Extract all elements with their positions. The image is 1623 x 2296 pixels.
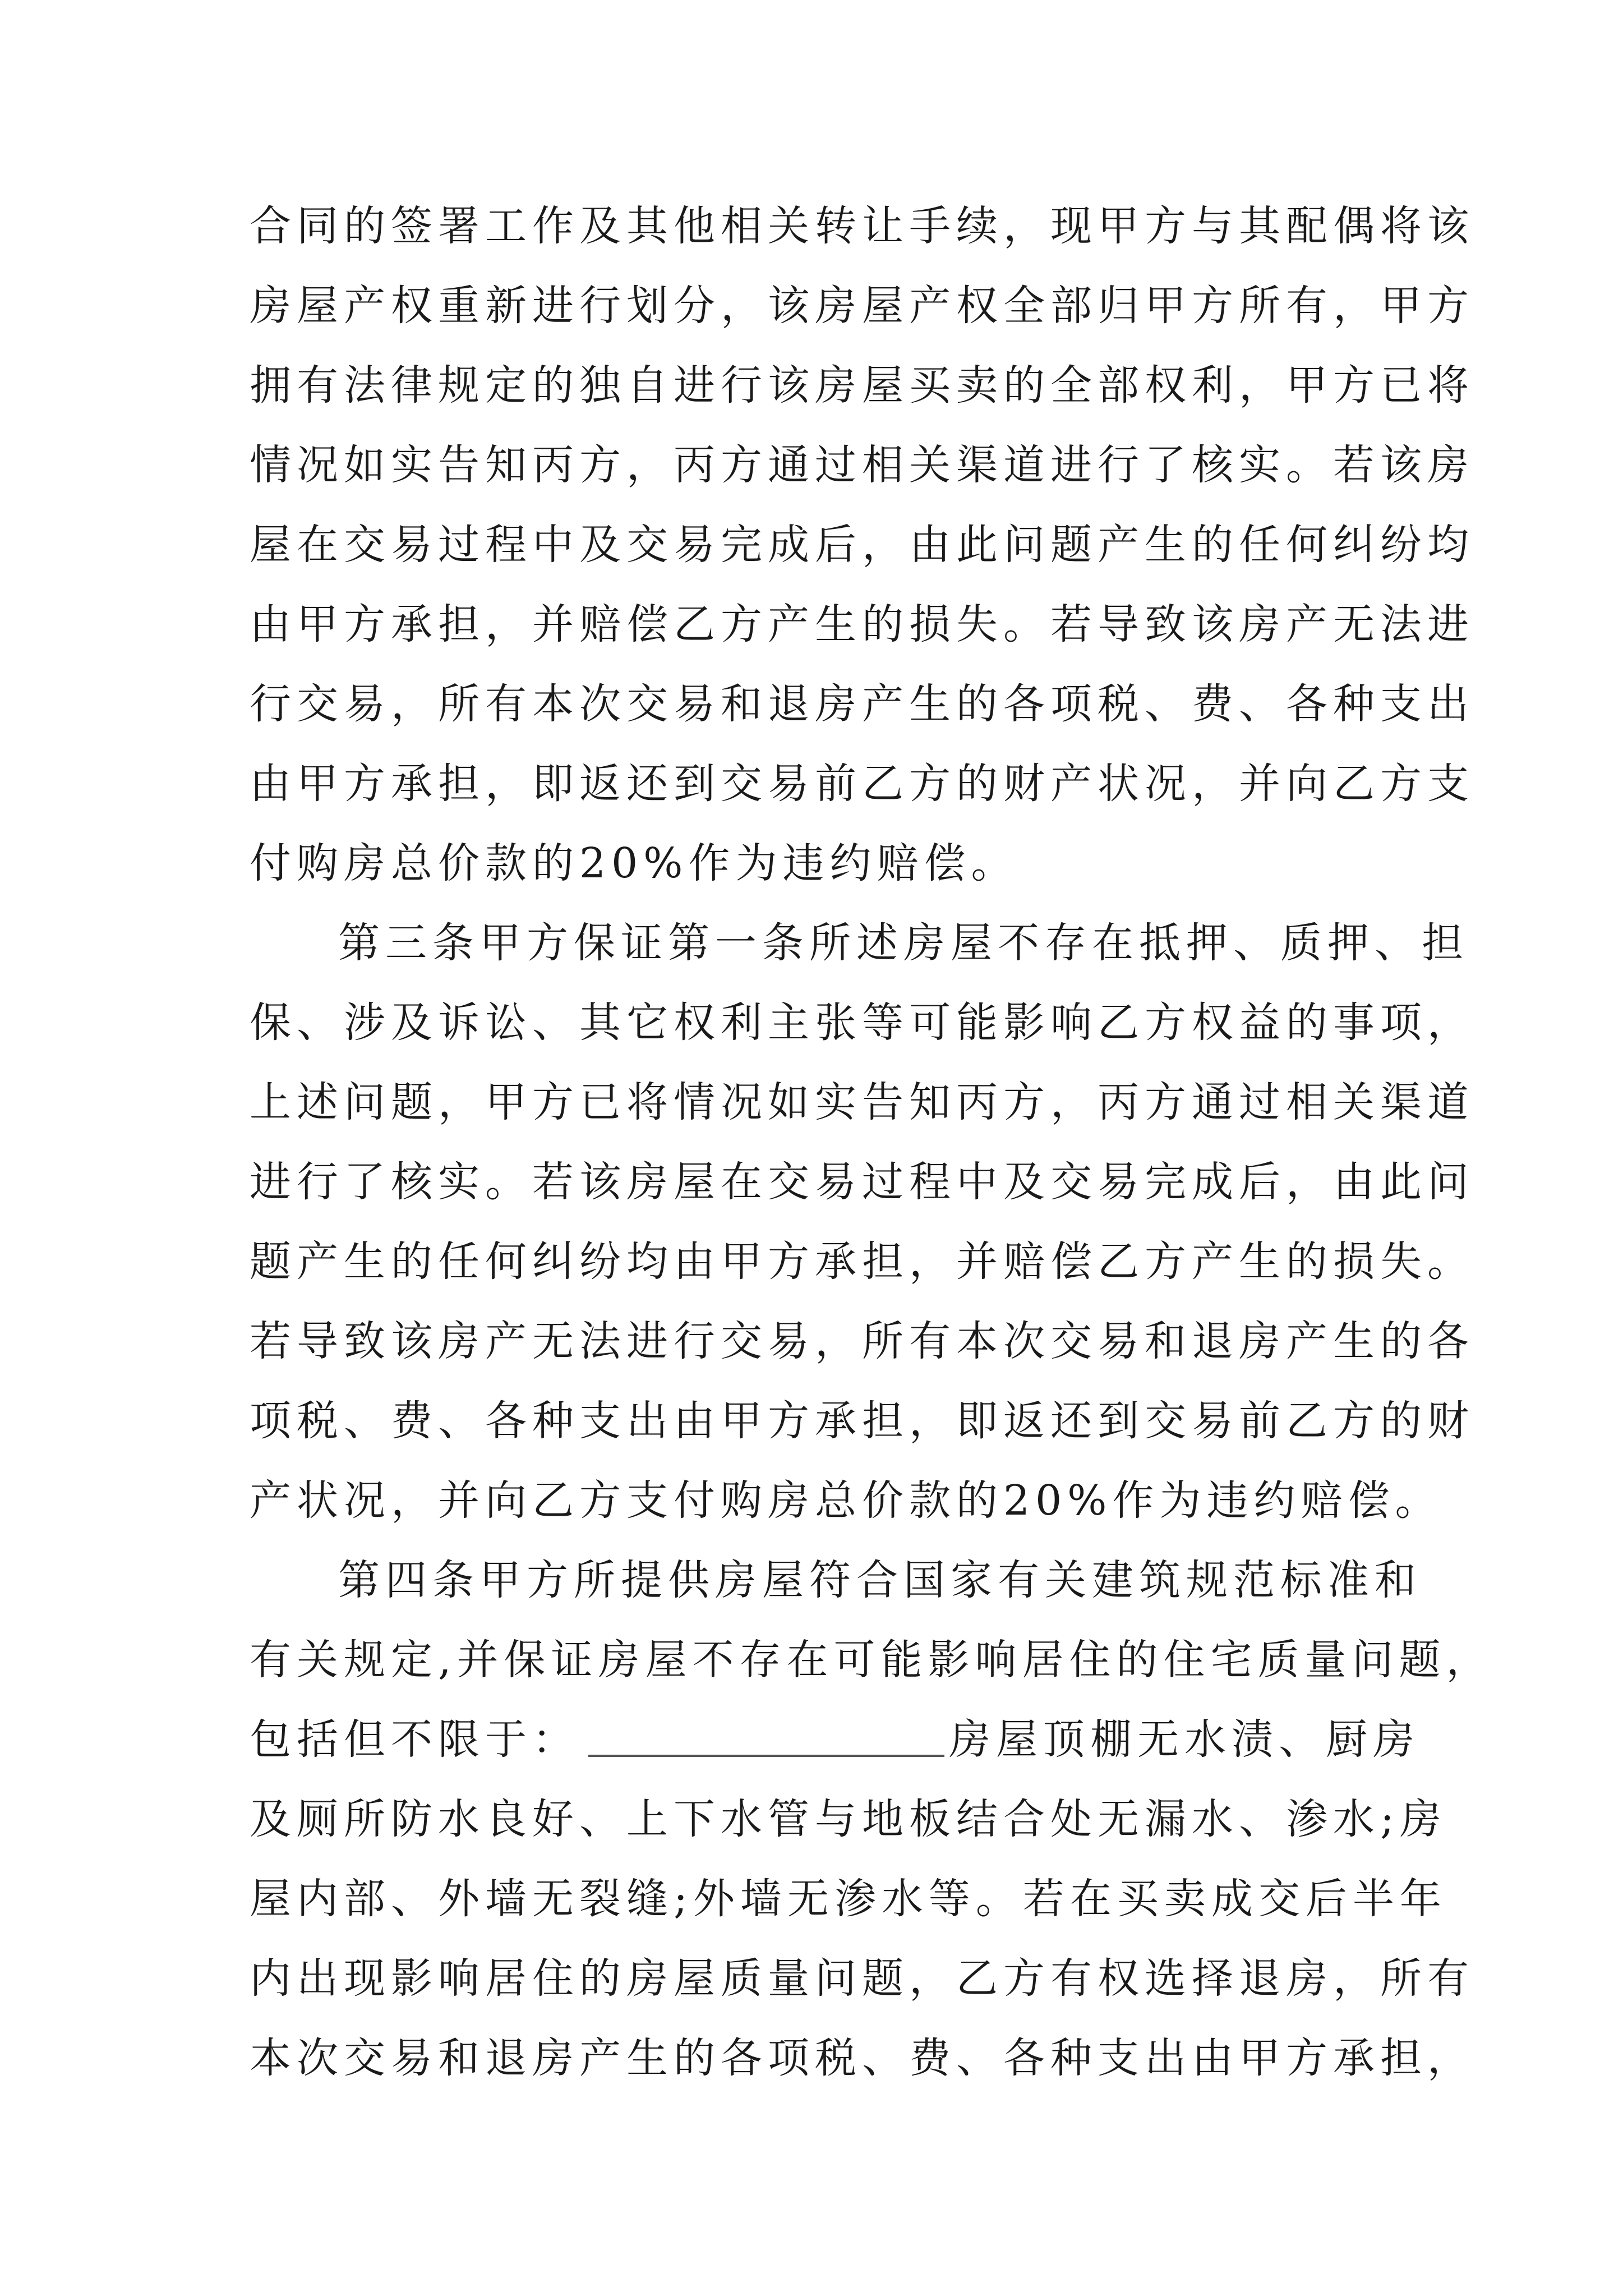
text-line-with-blank <box>250 1697 1420 1782</box>
text-line: 若导致该房产无法进行交易，所有本次交易和退房产生的各 <box>250 1317 1474 1365</box>
text-line: 内出现影响居住的房屋质量问题，乙方有权选择退房，所有 <box>250 1954 1474 2003</box>
text-line: 有关规定,并保证房屋不存在可能影响居住的住宅质量问题， <box>250 1636 1493 1684</box>
text-line: 情况如实告知丙方，丙方通过相关渠道进行了核实。若该房 <box>250 441 1474 489</box>
clause-four-start: 第四条甲方所提供房屋符合国家有关建筑规范标准和 <box>338 1556 1422 1604</box>
text-line: 本次交易和退房产生的各项税、费、各种支出由甲方承担， <box>250 2034 1474 2082</box>
text-line: 保、涉及诉讼、其它权利主张等可能影响乙方权益的事项， <box>250 999 1474 1047</box>
text-line: 拥有法律规定的独自进行该房屋买卖的全部权利，甲方已将 <box>250 361 1474 409</box>
text-line: 合同的签署工作及其他相关转让手续，现甲方与其配偶将该 <box>250 202 1474 250</box>
text-line: 屋在交易过程中及交易完成后，由此问题产生的任何纠纷均 <box>250 521 1474 569</box>
text-line: 行交易，所有本次交易和退房产生的各项税、费、各种支出 <box>250 680 1474 728</box>
text-line: 进行了核实。若该房屋在交易过程中及交易完成后，由此问 <box>250 1158 1474 1206</box>
text-line: 由甲方承担，即返还到交易前乙方的财产状况，并向乙方支 <box>250 760 1474 808</box>
text-line: 及厕所防水良好、上下水管与地板结合处无漏水、渗水;房 <box>250 1795 1447 1843</box>
text-line: 项税、费、各种支出由甲方承担，即返还到交易前乙方的财 <box>250 1397 1474 1445</box>
text-line: 产状况，并向乙方支付购房总价款的20%作为违约赔偿。 <box>250 1476 1442 1525</box>
fill-in-blank[interactable] <box>588 1713 944 1757</box>
text-line: 付购房总价款的20%作为违约赔偿。 <box>250 839 1018 887</box>
text-line: 题产生的任何纠纷均由甲方承担，并赔偿乙方产生的损失。 <box>250 1237 1474 1286</box>
text-line: 房屋产权重新进行划分，该房屋产权全部归甲方所有，甲方 <box>250 282 1474 330</box>
text-line: 屋内部、外墙无裂缝;外墙无渗水等。若在买卖成交后半年 <box>250 1875 1447 1923</box>
clause-three-start: 第三条甲方保证第一条所述房屋不存在抵押、质押、担 <box>338 919 1469 967</box>
text-line: 由甲方承担，并赔偿乙方产生的损失。若导致该房产无法进 <box>250 600 1474 648</box>
text-segment: 房屋顶棚无水渍、厨房 <box>949 1715 1420 1764</box>
text-segment: 包括但不限于： <box>250 1715 579 1764</box>
text-line: 上述问题，甲方已将情况如实告知丙方，丙方通过相关渠道 <box>250 1078 1474 1126</box>
